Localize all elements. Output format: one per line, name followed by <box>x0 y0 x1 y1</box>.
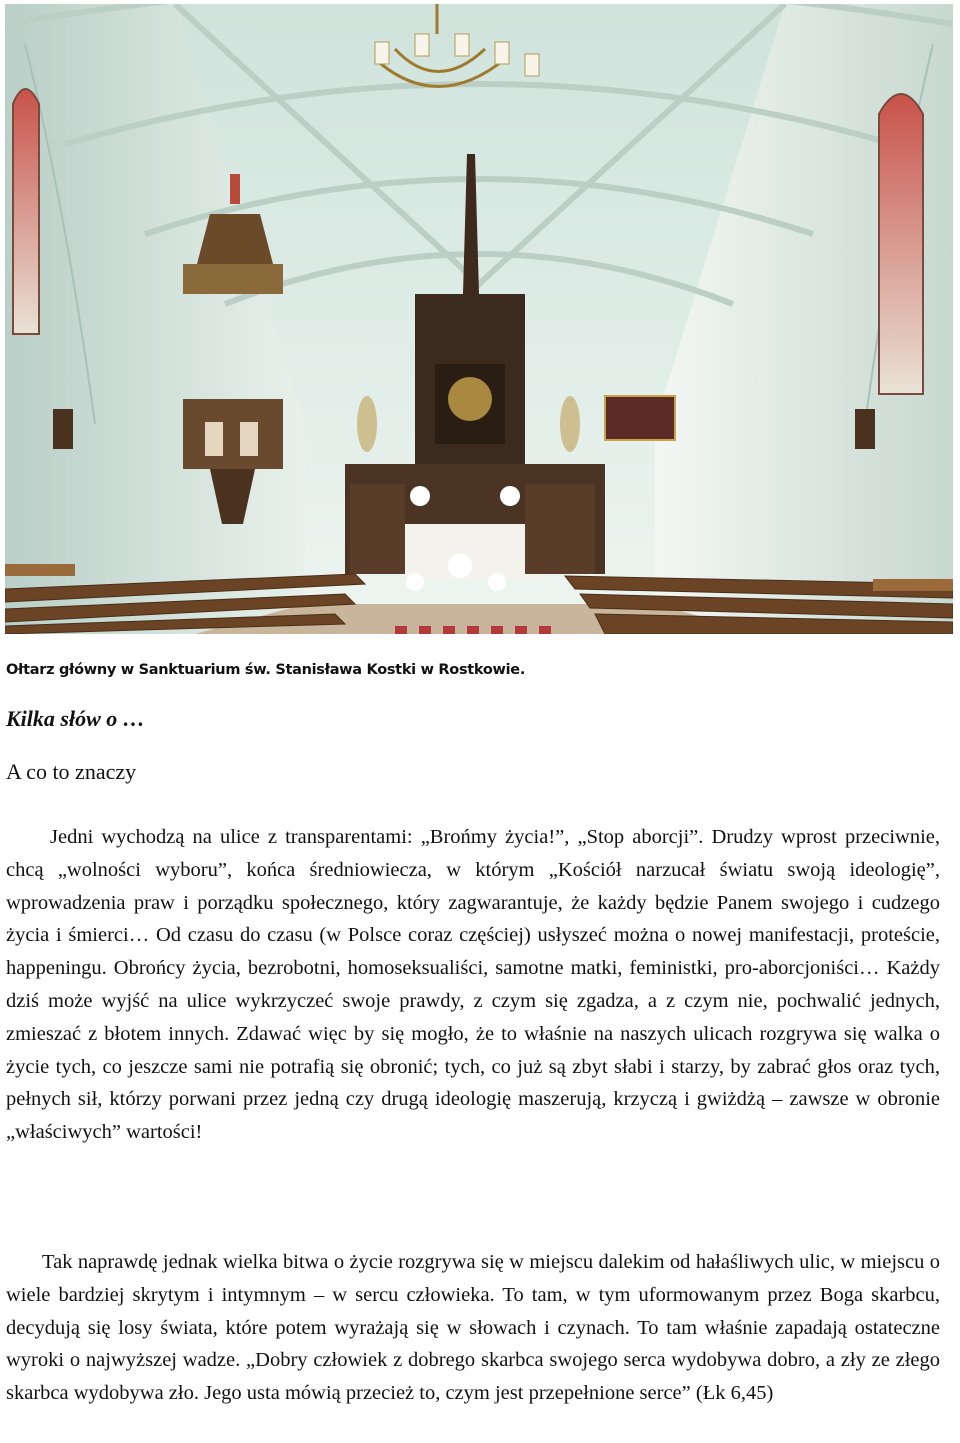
photo-caption: Ołtarz główny w Sanktuarium św. Stanisława Kostki w Rostkowie. <box>6 662 526 678</box>
church-interior-photo <box>5 4 953 634</box>
paragraph-1: Jedni wychodzą na ulice z transparentami: „Brońmy życia!”, „Stop aborcji”. Drudzy wprost przeciwnie, chcą „wolności wyboru”, końca średniowiecza, w którym „Kościół narzucał światu swoją ideologię”, wprowadzenia praw i porządku społecznego, który zagwarantuje, że każdy będzie Panem swojego i cudzego życia i śmierci… Od czasu do czasu (w Polsce coraz częściej) usłyszeć można o nowej manifestacji, proteście, happeningu. Obrońcy życia, bezrobotni, homoseksualiści, samotne matki, feministki, pro-aborcjoniści… Każdy dziś może wyjść na ulice wykrzyczeć swoje prawdy, z czym się zgadza, a z czym nie, pochwalić jednych, zmieszać z błotem innych. Zdawać więc by się mogło, że to właśnie na naszych ulicach rozgrywa się walka o życie tych, co jeszcze sami nie potrafią się obronić; tych, co już są zbyt słabi i starzy, by zabrać głos oraz tych, pełnych sił, którzy porwani przez jedną czy drugą ideologię maszerują, krzyczą i gwiżdżą – zawsze w obronie „właściwych” wartości! <box>6 826 940 1144</box>
paragraph-2: Tak naprawdę jednak wielka bitwa o życie rozgrywa się w miejscu dalekim od hałaśliwych ulic, w miejscu o wiele bardziej skrytym i intymnym – w sercu człowieka. To tam, w tym uformowanym przez Boga skarbcu, decydują się losy świata, które potem wyrażają się w słowach i czynach. To tam właśnie zapadają ostateczne wyroki o najwyższej wadze. „Dobry człowiek z dobrego skarbca swojego serca wydobywa dobro, a zły ze złego skarbca wydobywa zło. Jego usta mówią przecież to, czym jest przepełnione serce” (Łk 6,45) <box>6 1251 940 1405</box>
section-subheading: A co to znaczy <box>6 759 137 784</box>
section-heading: Kilka słów o … <box>6 706 145 731</box>
